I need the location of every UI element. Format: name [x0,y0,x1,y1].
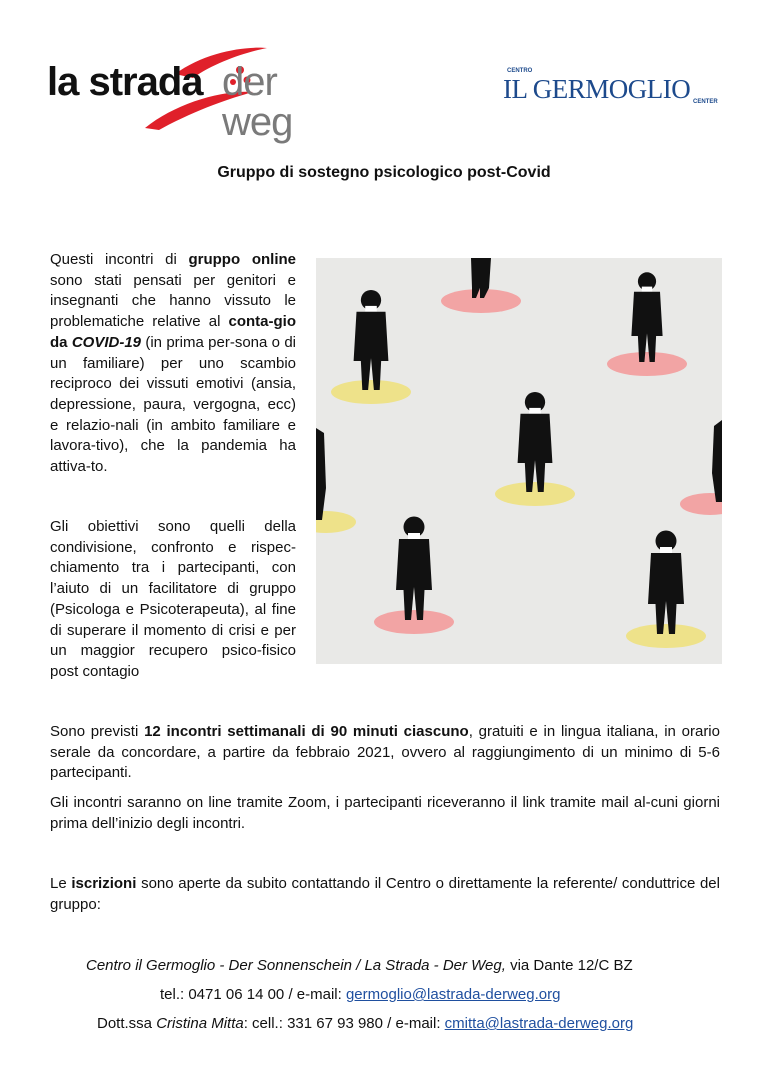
germoglio-email-link[interactable]: germoglio@lastrada-derweg.org [345,986,561,1003]
schedule-paragraph: Sono previsti 12 incontri settimanali di 90 minuti ciascuno, gratuiti e in lingua italiana, in orario serale da concordare, a partire da febbraio 2021, ovvero al raggiungimento di un minimo di 5-6 partecipanti. [50,723,720,782]
contact-address-line: Centro il Germoglio - Der Sonnenschein / La Strada - Der Weg, via Dante 12/C BZ [86,957,633,974]
logo-text-la-strada: la strada [47,60,203,104]
logo-centro-label: CENTRO [507,68,533,74]
logo-la-strada-der-weg [47,42,347,144]
cmitta-email-link[interactable]: cmitta@lastrada-derweg.org [444,1015,634,1032]
intro-paragraph: Questi incontri di gruppo online sono stati pensati per genitori e insegnanti che hanno vissuto le problematiche relative al conta-gio da COVID-19 (in prima per-sona o di un familiare) per uno scambio reciproco dei vissuti emotivi (ansia, depressione, paura, vergogna, ecc) e relazio-nali (in ambito familiare e lavora-tivo), che la pandemia ha attiva-to. [50,251,296,476]
logo-text-der-weg: der weg [222,60,293,144]
online-meetings-paragraph: Gli incontri saranno on line tramite Zoom, i partecipanti riceveranno il link tramite mail al-cuni giorni prima dell’inizio degli incontri. [50,794,720,832]
signup-paragraph: Le iscrizioni sono aperte da subito contattando il Centro o direttamente la referente/ conduttrice del gruppo: [50,875,720,913]
contact-phone-line: tel.: 0471 06 14 00 / e-mail: germoglio@lastrada-derweg.org [160,986,561,1003]
contact-referent-line: Dott.ssa Cristina Mitta: cell.: 331 67 93 980 / e-mail: cmitta@lastrada-derweg.org [97,1015,634,1032]
people-on-distance-circles-icon [316,258,722,664]
logo-germoglio-name: IL GERMOGLIO [503,74,691,104]
logo-center-label: CENTER [693,99,718,105]
illustration-masked-people [316,258,722,664]
logo-il-germoglio [503,68,723,108]
objectives-paragraph: Gli obiettivi sono quelli della condivisione, confronto e rispec-chiamento tra i partecipanti, con l’aiuto di un facilitatore di gruppo (Psicologa e Psicoterapeuta), al fine di superare il momento di crisi e per un maggior recupero psico-fisico post contagio [50,518,296,680]
document-title: Gruppo di sostegno psicologico post-Covid [217,164,551,181]
